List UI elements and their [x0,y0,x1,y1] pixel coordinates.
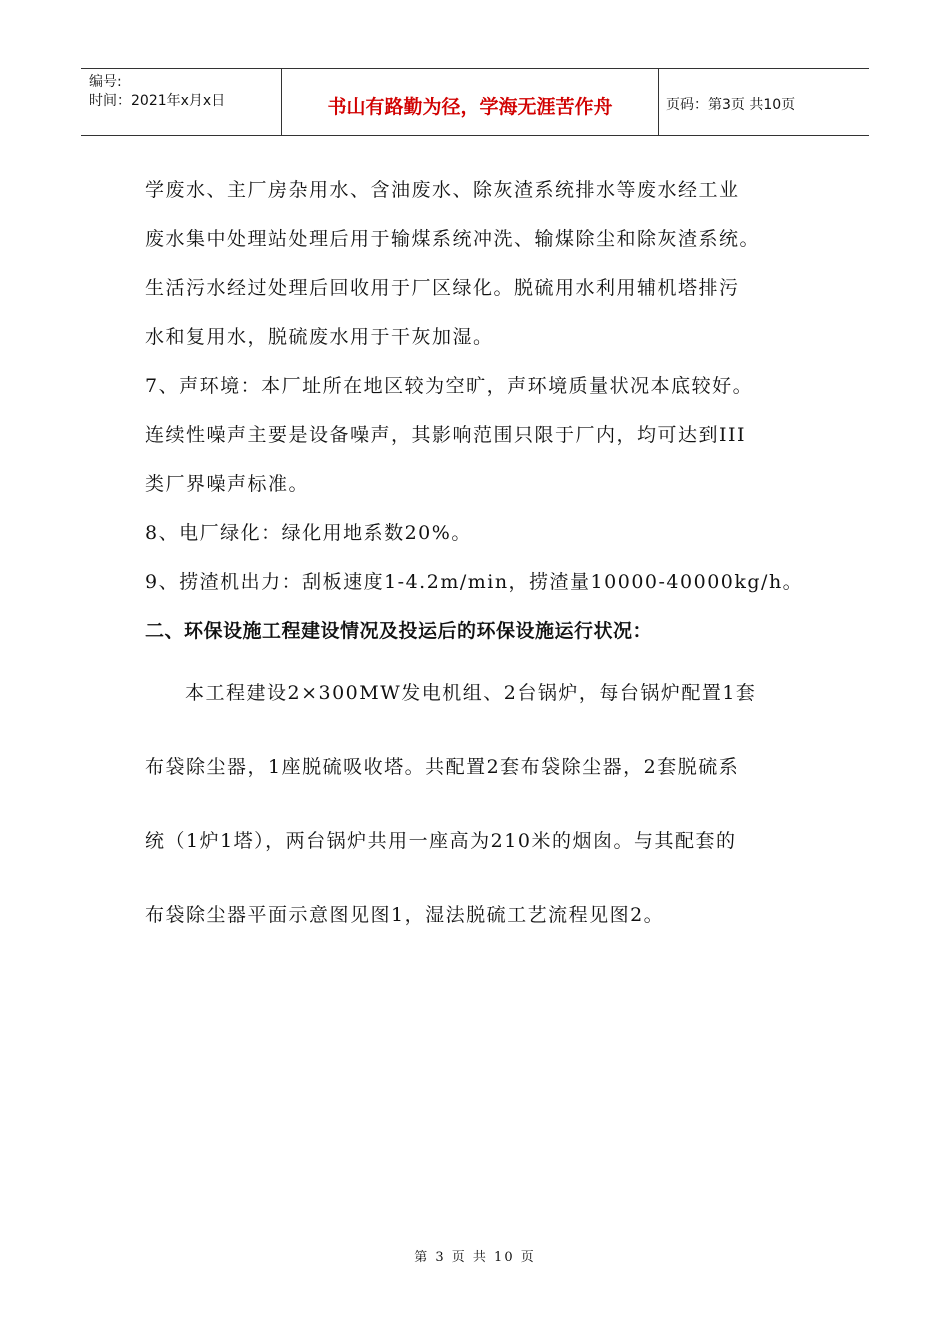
document-time-label: 时间：2021年x月x日 [89,93,226,109]
page-header [81,68,869,136]
body-line: 9、捞渣机出力：刮板速度1-4.2m/min，捞渣量10000-40000kg/h。 [145,571,804,593]
header-meta-cell [81,69,282,135]
document-body [145,166,825,952]
body-line: 水和复用水，脱硫废水用于干灰加湿。 [145,326,494,348]
header-motto: 书山有路勤为径，学海无涯苦作舟 [282,69,659,135]
paragraph-line: 统（1炉1塔），两台锅炉共用一座高为210米的烟囱。与其配套的 [145,830,737,852]
body-line: 生活污水经过处理后回收用于厂区绿化。脱硫用水利用辅机塔排污 [145,277,740,299]
body-line: 7、声环境：本厂址所在地区较为空旷，声环境质量状况本底较好。 [145,375,754,397]
paragraph-line: 本工程建设2×300MW发电机组、2台锅炉，每台锅炉配置1套 [185,682,757,704]
body-line: 废水集中处理站处理后用于输煤系统冲洗、输煤除尘和除灰渣系统。 [145,228,761,250]
body-line: 类厂界噪声标准。 [145,473,310,495]
paragraph-line: 布袋除尘器，1座脱硫吸收塔。共配置2套布袋除尘器，2套脱硫系 [145,756,740,778]
body-line: 连续性噪声主要是设备噪声，其影响范围只限于厂内，均可达到III [145,424,747,446]
header-page-info: 页码：第3页 共10页 [666,97,796,113]
page-footer: 第 3 页 共 10 页 [414,1250,536,1265]
section-heading: 二、环保设施工程建设情况及投运后的环保设施运行状况： [145,620,653,642]
document-number-label: 编号: [89,74,122,90]
paragraph-line: 布袋除尘器平面示意图见图1，湿法脱硫工艺流程见图2。 [145,904,665,926]
body-line: 8、电厂绿化：绿化用地系数20%。 [145,522,472,544]
body-line: 学废水、主厂房杂用水、含油废水、除灰渣系统排水等废水经工业 [145,179,740,201]
